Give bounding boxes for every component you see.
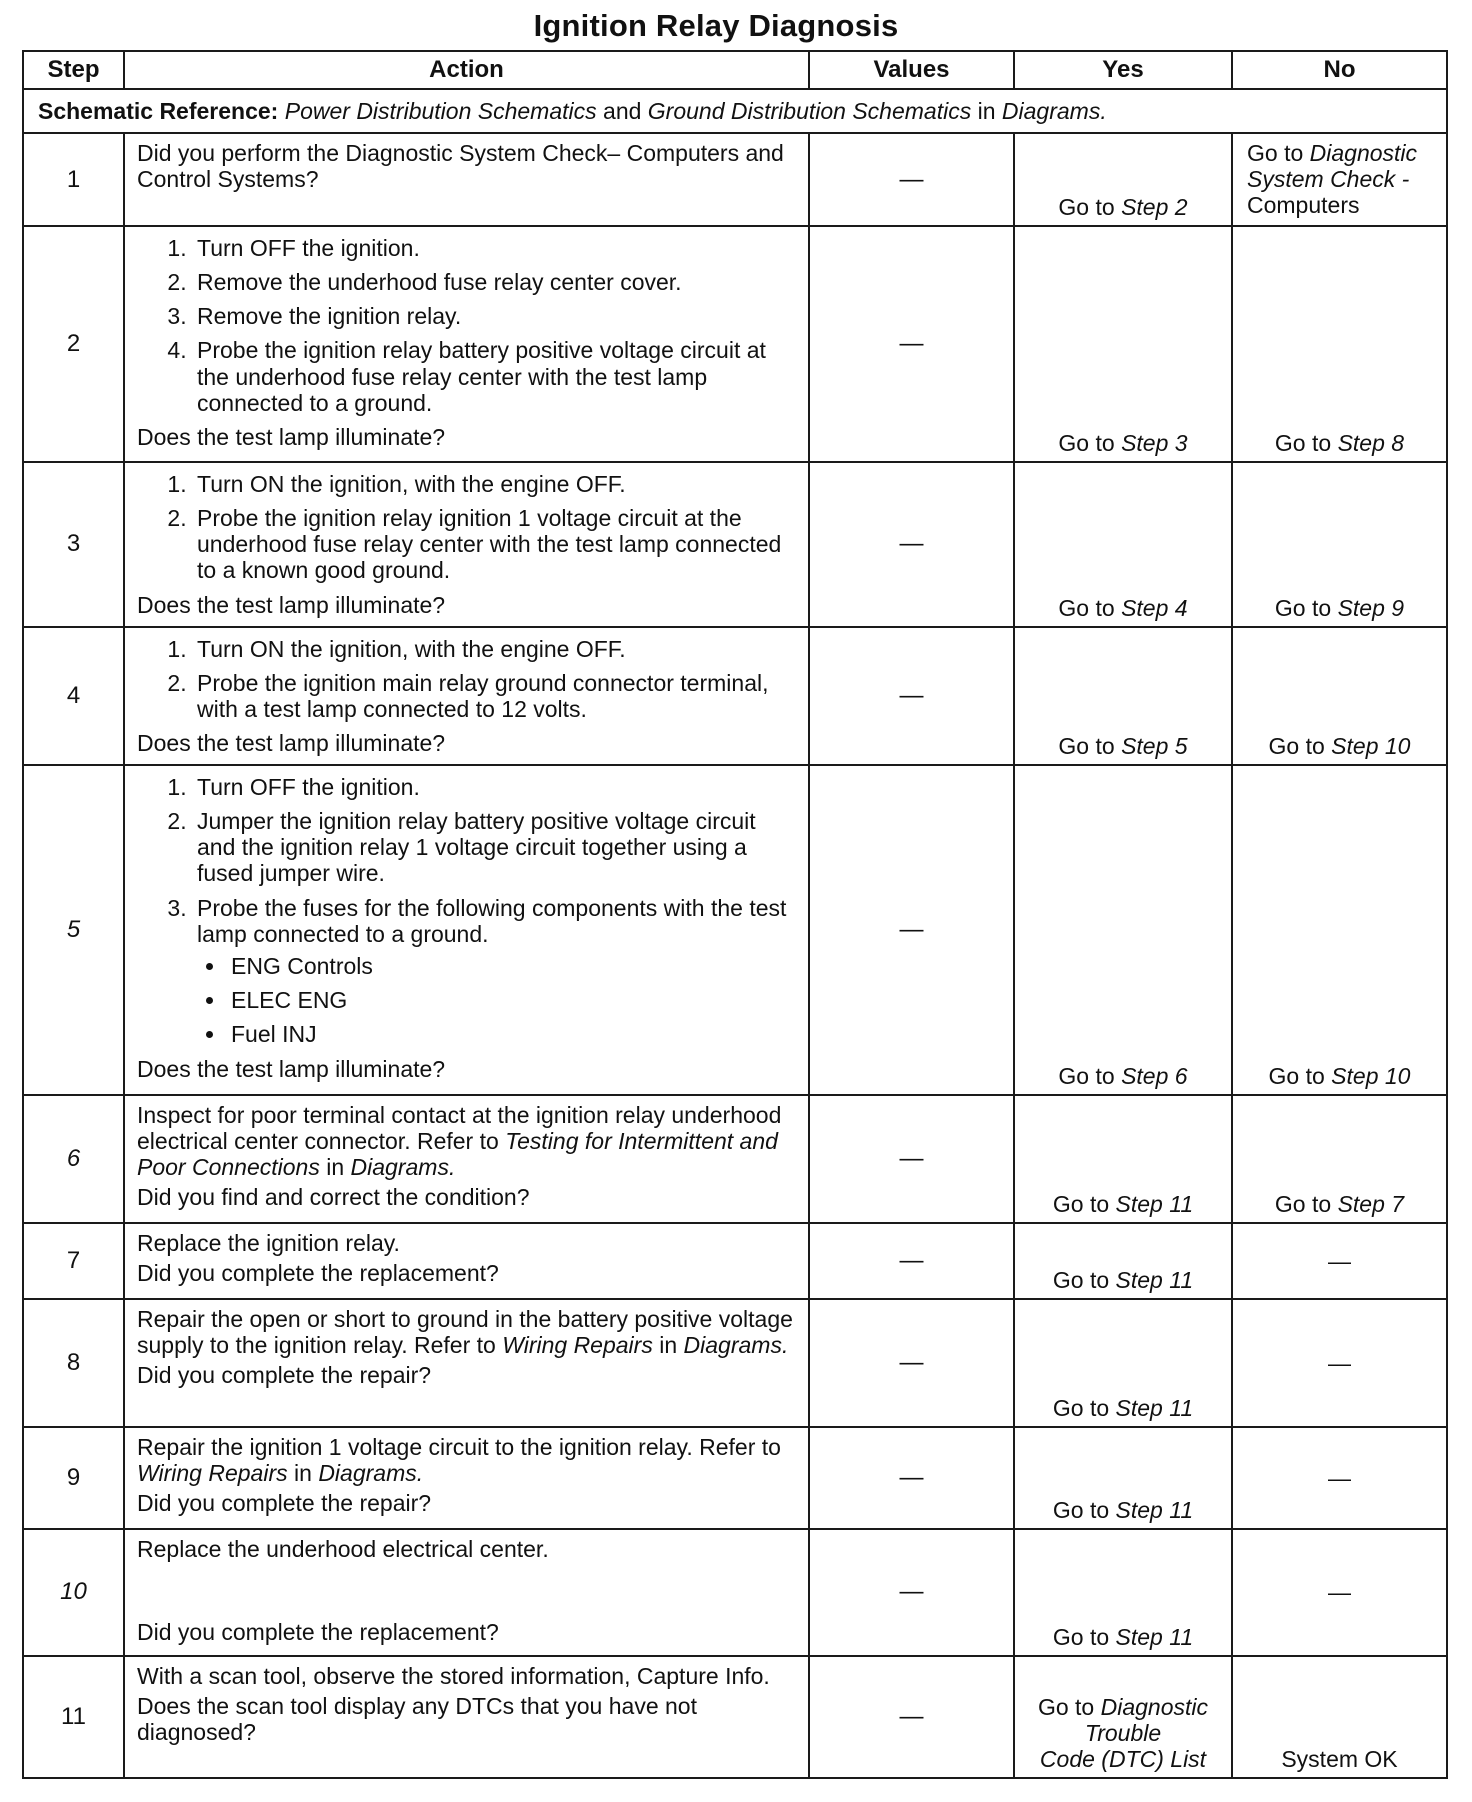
header-yes: Yes — [1014, 51, 1232, 89]
action-text-body: Repair the ignition 1 voltage circuit to the ignition relay. Refer to — [137, 1433, 781, 1460]
go-to-label: Go to — [1274, 595, 1332, 622]
no-step-link[interactable]: Step 7 — [1337, 1191, 1405, 1218]
yes-step-link[interactable]: Step 11 — [1115, 1624, 1194, 1651]
yes-step-link[interactable]: Step 11 — [1115, 1497, 1194, 1524]
schematic-ref-power: Power Distribution Schematics — [284, 97, 597, 124]
step-number: 10 — [23, 1529, 124, 1656]
action-cell — [124, 1299, 809, 1427]
go-to-label: Go to — [1274, 430, 1332, 457]
procedure-item: 1. Turn ON the ignition, with the engine OFF. — [193, 636, 796, 662]
table-row — [23, 1529, 1447, 1656]
procedure-list — [137, 235, 796, 416]
procedure-list — [137, 636, 796, 723]
action-question: Did you complete the replacement? — [137, 1259, 499, 1286]
table-row — [23, 1656, 1447, 1778]
reference-link[interactable]: Wiring Repairs — [137, 1459, 288, 1486]
action-text-in: in — [326, 1154, 345, 1181]
table-row — [23, 627, 1447, 765]
schematic-label: Schematic Reference: — [38, 97, 279, 124]
header-no: No — [1232, 51, 1447, 89]
yes-step-link[interactable]: Step 6 — [1121, 1063, 1188, 1090]
procedure-item: 1. Turn ON the ignition, with the engine OFF. — [193, 471, 796, 497]
yes-step-link[interactable]: Step 11 — [1115, 1191, 1194, 1218]
action-cell — [124, 627, 809, 765]
action-text: With a scan tool, observe the stored information, Capture Info. — [137, 1662, 770, 1689]
procedure-list — [137, 471, 796, 584]
action-cell — [124, 765, 809, 1095]
action-cell — [124, 226, 809, 462]
no-cell: System OK — [1232, 1656, 1447, 1778]
diagrams-link[interactable]: Diagrams. — [683, 1331, 789, 1358]
procedure-item-text: Probe the fuses for the following components with the test lamp connected to a ground. — [197, 894, 787, 947]
component-item: • ENG Controls — [227, 953, 796, 979]
values-cell: — — [809, 133, 1014, 226]
yes-link-line2[interactable]: Trouble — [1084, 1720, 1162, 1747]
yes-cell — [1014, 133, 1232, 226]
step-number: 8 — [23, 1299, 124, 1427]
go-to-label: Go to — [1247, 140, 1304, 166]
action-text-in: in — [294, 1459, 312, 1486]
procedure-item: 1. Turn OFF the ignition. — [193, 774, 796, 800]
action-cell — [124, 1529, 809, 1656]
yes-cell — [1014, 226, 1232, 462]
table-row — [23, 1299, 1447, 1427]
no-step-link[interactable]: Step 10 — [1331, 1063, 1411, 1090]
values-cell: — — [809, 226, 1014, 462]
table-row — [23, 226, 1447, 462]
action-cell — [124, 1656, 809, 1778]
yes-step-link[interactable]: Step 11 — [1115, 1267, 1194, 1294]
go-to-label: Go to — [1058, 430, 1115, 457]
action-text — [137, 1306, 796, 1358]
action-question: Does the test lamp illuminate? — [137, 423, 446, 450]
action-question: Does the scan tool display any DTCs that you have not diagnosed? — [137, 1692, 697, 1746]
no-cell: — — [1232, 1223, 1447, 1299]
yes-cell — [1014, 765, 1232, 1095]
yes-step-link[interactable]: Step 4 — [1121, 595, 1188, 622]
action-cell — [124, 133, 809, 226]
header-action: Action — [124, 51, 809, 89]
values-cell: — — [809, 627, 1014, 765]
procedure-item: 2. Probe the ignition relay ignition 1 voltage circuit at the underhood fuse relay center with the test lamp connected to a known good ground. — [193, 505, 796, 584]
yes-cell — [1014, 1095, 1232, 1223]
no-cell — [1232, 133, 1447, 226]
no-link-line3: Computers — [1247, 192, 1360, 219]
step-number: 9 — [23, 1427, 124, 1529]
go-to-label: Go to — [1058, 1063, 1115, 1090]
schematic-reference — [23, 89, 1447, 133]
action-question: Did you complete the replacement? — [137, 1619, 499, 1646]
values-cell: — — [809, 1095, 1014, 1223]
no-step-link[interactable]: Step 8 — [1337, 430, 1405, 457]
step-number: 4 — [23, 627, 124, 765]
no-cell — [1232, 462, 1447, 627]
yes-step-link[interactable]: Step 3 — [1121, 430, 1188, 457]
action-question: Does the test lamp illuminate? — [137, 730, 446, 757]
yes-cell — [1014, 1656, 1232, 1778]
no-cell — [1232, 627, 1447, 765]
no-cell: — — [1232, 1427, 1447, 1529]
procedure-item: 2. Jumper the ignition relay battery positive voltage circuit and the ignition relay 1 voltage circuit together using a fused jumper wire. — [193, 808, 796, 887]
schematic-and: and — [603, 97, 642, 124]
component-item: • Fuel INJ — [227, 1021, 796, 1047]
step-number: 5 — [23, 765, 124, 1095]
procedure-item: 2. Probe the ignition main relay ground connector terminal, with a test lamp connected to 12 volts. — [193, 670, 796, 722]
yes-cell — [1014, 627, 1232, 765]
no-cell — [1232, 226, 1447, 462]
action-text: Replace the underhood electrical center. — [137, 1535, 549, 1562]
yes-link-line3[interactable]: Code (DTC) List — [1039, 1746, 1207, 1773]
go-to-label: Go to — [1268, 733, 1325, 760]
schematic-ref-diagrams: Diagrams. — [1001, 97, 1107, 124]
procedure-item: 4. Probe the ignition relay battery positive voltage circuit at the underhood fuse relay center with the test lamp connected to a ground. — [193, 337, 796, 416]
diagrams-link[interactable]: Diagrams. — [350, 1154, 456, 1181]
yes-link-line1[interactable]: Diagnostic — [1100, 1694, 1209, 1720]
table-row — [23, 765, 1447, 1095]
no-cell — [1232, 765, 1447, 1095]
no-cell: — — [1232, 1299, 1447, 1427]
values-cell: — — [809, 765, 1014, 1095]
schematic-in: in — [977, 97, 996, 124]
yes-cell — [1014, 1299, 1232, 1427]
diagrams-link[interactable]: Diagrams. — [318, 1459, 424, 1486]
no-link-line1[interactable]: Diagnostic — [1309, 140, 1418, 166]
action-question: Does the test lamp illuminate? — [137, 591, 446, 618]
step-number: 11 — [23, 1656, 124, 1778]
table-row — [23, 1095, 1447, 1223]
no-link-line2[interactable]: System Check - — [1247, 166, 1410, 193]
action-question: Does the test lamp illuminate? — [137, 1055, 446, 1082]
no-step-link[interactable]: Step 9 — [1337, 595, 1405, 622]
action-text-body: Repair the open or short to ground in the battery positive voltage supply to the ignition relay. Refer to — [137, 1305, 793, 1358]
values-cell: — — [809, 1299, 1014, 1427]
yes-step-link[interactable]: Step 5 — [1121, 733, 1188, 760]
schematic-ref-ground: Ground Distribution Schematics — [647, 97, 972, 124]
component-item: • ELEC ENG — [227, 987, 796, 1013]
go-to-label: Go to — [1052, 1624, 1110, 1651]
reference-link[interactable]: Wiring Repairs — [502, 1331, 653, 1358]
values-cell: — — [809, 462, 1014, 627]
table-row — [23, 1427, 1447, 1529]
step-number: 6 — [23, 1095, 124, 1223]
procedure-item: 2. Remove the underhood fuse relay center cover. — [193, 269, 796, 295]
no-cell — [1232, 1095, 1447, 1223]
table-row — [23, 133, 1447, 226]
action-question: Did you complete the repair? — [137, 1362, 432, 1389]
action-question: Did you complete the repair? — [137, 1490, 432, 1517]
header-step: Step — [23, 51, 124, 89]
component-list — [197, 953, 796, 1048]
action-text — [137, 1434, 796, 1486]
no-cell: — — [1232, 1529, 1447, 1656]
go-to-label: Go to — [1058, 595, 1115, 622]
yes-cell — [1014, 1529, 1232, 1656]
values-cell: — — [809, 1656, 1014, 1778]
go-to-label: Go to — [1052, 1267, 1110, 1294]
action-cell — [124, 1427, 809, 1529]
no-step-link[interactable]: Step 10 — [1331, 733, 1411, 760]
go-to-label: Go to — [1058, 194, 1115, 221]
header-values: Values — [809, 51, 1014, 89]
action-text-in: in — [659, 1331, 678, 1358]
yes-cell — [1014, 1223, 1232, 1299]
action-cell — [124, 1095, 809, 1223]
step-number: 1 — [23, 133, 124, 226]
table-row — [23, 1223, 1447, 1299]
yes-cell — [1014, 462, 1232, 627]
go-to-label: Go to — [1274, 1191, 1332, 1218]
procedure-item — [193, 895, 796, 1048]
yes-cell — [1014, 1427, 1232, 1529]
action-cell — [124, 462, 809, 627]
go-to-label: Go to — [1058, 733, 1115, 760]
document-title: Ignition Relay Diagnosis — [533, 8, 899, 43]
procedure-item: 3. Remove the ignition relay. — [193, 303, 796, 329]
procedure-list — [137, 774, 796, 1048]
action-text: Did you perform the Diagnostic System Check– Computers and Control Systems? — [137, 140, 784, 193]
table-row — [23, 462, 1447, 627]
step-number: 2 — [23, 226, 124, 462]
go-to-label: Go to — [1052, 1395, 1110, 1422]
go-to-label: Go to — [1052, 1497, 1110, 1524]
step-number: 3 — [23, 462, 124, 627]
values-cell: — — [809, 1529, 1014, 1656]
schematic-reference-row — [23, 89, 1447, 133]
reference-link[interactable]: Testing for Intermittent and Poor Connections — [137, 1127, 778, 1181]
go-to-label: Go to — [1052, 1191, 1110, 1218]
action-question: Did you find and correct the condition? — [137, 1184, 530, 1211]
yes-step-link[interactable]: Step 2 — [1121, 194, 1188, 221]
yes-step-link[interactable]: Step 11 — [1115, 1395, 1194, 1422]
action-text — [137, 1102, 796, 1181]
action-text: Replace the ignition relay. — [137, 1229, 400, 1256]
values-cell: — — [809, 1223, 1014, 1299]
header-row — [23, 51, 1447, 89]
values-cell: — — [809, 1427, 1014, 1529]
action-cell — [124, 1223, 809, 1299]
procedure-item: 1. Turn OFF the ignition. — [193, 235, 796, 261]
step-number: 7 — [23, 1223, 124, 1299]
diagnosis-table — [22, 50, 1448, 1779]
action-text-body: Inspect for poor terminal contact at the ignition relay underhood electrical center connector. Refer to — [137, 1101, 782, 1154]
go-to-label: Go to — [1268, 1063, 1325, 1090]
go-to-label: Go to — [1037, 1694, 1095, 1720]
